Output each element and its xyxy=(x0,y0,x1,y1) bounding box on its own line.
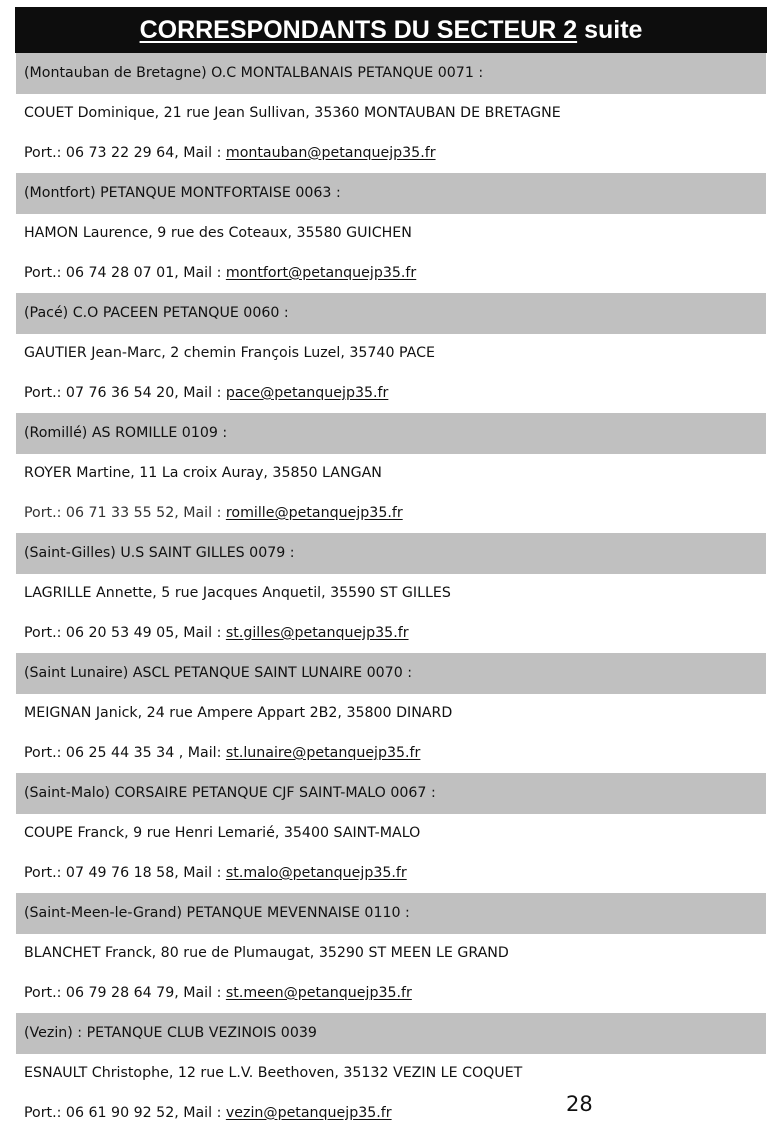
club-header: (Saint-Malo) CORSAIRE PETANQUE CJF SAINT-MALO 0067 : xyxy=(16,773,766,814)
mail-link[interactable]: st.malo@petanquejp35.fr xyxy=(226,865,407,881)
mail-link[interactable]: pace@petanquejp35.fr xyxy=(226,385,388,401)
contact-phone-mail xyxy=(16,734,766,774)
correspondent-entry xyxy=(16,1013,766,1133)
contact-address: MEIGNAN Janick, 24 rue Ampere Appart 2B2, 35800 DINARD xyxy=(16,694,766,734)
contact-phone-mail xyxy=(16,854,766,894)
correspondent-entry xyxy=(16,293,766,413)
mail-link[interactable]: montauban@petanquejp35.fr xyxy=(226,145,436,161)
phone: Port.: 06 20 53 49 05, Mail : xyxy=(24,625,226,641)
club-header: (Vezin) : PETANQUE CLUB VEZINOIS 0039 xyxy=(16,1013,766,1054)
correspondent-entry xyxy=(16,893,766,1013)
contact-phone-mail xyxy=(16,374,766,414)
contact-address: BLANCHET Franck, 80 rue de Plumaugat, 35290 ST MEEN LE GRAND xyxy=(16,934,766,974)
correspondent-entry xyxy=(16,53,766,173)
club-header: (Saint-Gilles) U.S SAINT GILLES 0079 : xyxy=(16,533,766,574)
correspondent-entry xyxy=(16,173,766,293)
page-title xyxy=(15,7,767,53)
club-header: (Romillé) AS ROMILLE 0109 : xyxy=(16,413,766,454)
contact-phone-mail xyxy=(16,974,766,1014)
club-header: (Saint Lunaire) ASCL PETANQUE SAINT LUNAIRE 0070 : xyxy=(16,653,766,694)
mail-link[interactable]: romille@petanquejp35.fr xyxy=(226,505,403,521)
club-header: (Pacé) C.O PACEEN PETANQUE 0060 : xyxy=(16,293,766,334)
contact-address: GAUTIER Jean-Marc, 2 chemin François Luzel, 35740 PACE xyxy=(16,334,766,374)
mail-link[interactable]: st.gilles@petanquejp35.fr xyxy=(226,625,409,641)
phone: Port.: 06 74 28 07 01, Mail : xyxy=(24,265,226,281)
contact-address: COUET Dominique, 21 rue Jean Sullivan, 35360 MONTAUBAN DE BRETAGNE xyxy=(16,94,766,134)
contact-address: HAMON Laurence, 9 rue des Coteaux, 35580 GUICHEN xyxy=(16,214,766,254)
correspondents-list xyxy=(16,53,766,1133)
contact-address: ESNAULT Christophe, 12 rue L.V. Beethoven, 35132 VEZIN LE COQUET xyxy=(16,1054,766,1094)
club-header: (Saint-Meen-le-Grand) PETANQUE MEVENNAISE 0110 : xyxy=(16,893,766,934)
contact-phone-mail xyxy=(16,1094,766,1133)
phone: Port.: 06 61 90 92 52, Mail : xyxy=(24,1105,226,1121)
phone: Port.: 07 49 76 18 58, Mail : xyxy=(24,865,226,881)
correspondent-entry xyxy=(16,413,766,533)
correspondent-entry xyxy=(16,773,766,893)
correspondent-entry xyxy=(16,533,766,653)
contact-phone-mail xyxy=(16,134,766,174)
title-suffix: suite xyxy=(577,16,642,44)
page-number: 28 xyxy=(566,1092,593,1116)
phone: Port.: 07 76 36 54 20, Mail : xyxy=(24,385,226,401)
contact-address: LAGRILLE Annette, 5 rue Jacques Anquetil, 35590 ST GILLES xyxy=(16,574,766,614)
contact-phone-mail xyxy=(16,494,766,534)
phone: Port.: 06 79 28 64 79, Mail : xyxy=(24,985,226,1001)
contact-address: ROYER Martine, 11 La croix Auray, 35850 LANGAN xyxy=(16,454,766,494)
club-header: (Montauban de Bretagne) O.C MONTALBANAIS PETANQUE 0071 : xyxy=(16,53,766,94)
mail-link[interactable]: st.lunaire@petanquejp35.fr xyxy=(226,745,421,761)
contact-address: COUPE Franck, 9 rue Henri Lemarié, 35400 SAINT-MALO xyxy=(16,814,766,854)
phone: Port.: 06 73 22 29 64, Mail : xyxy=(24,145,226,161)
mail-link[interactable]: vezin@petanquejp35.fr xyxy=(226,1105,392,1121)
mail-link[interactable]: st.meen@petanquejp35.fr xyxy=(226,985,412,1001)
phone: Port.: 06 25 44 35 34 , Mail: xyxy=(24,745,226,761)
mail-link[interactable]: montfort@petanquejp35.fr xyxy=(226,265,416,281)
phone: Port.: 06 71 33 55 52, Mail : xyxy=(24,505,226,521)
title-main: CORRESPONDANTS DU SECTEUR 2 xyxy=(140,16,578,44)
club-header: (Montfort) PETANQUE MONTFORTAISE 0063 : xyxy=(16,173,766,214)
contact-phone-mail xyxy=(16,254,766,294)
contact-phone-mail xyxy=(16,614,766,654)
correspondent-entry xyxy=(16,653,766,773)
